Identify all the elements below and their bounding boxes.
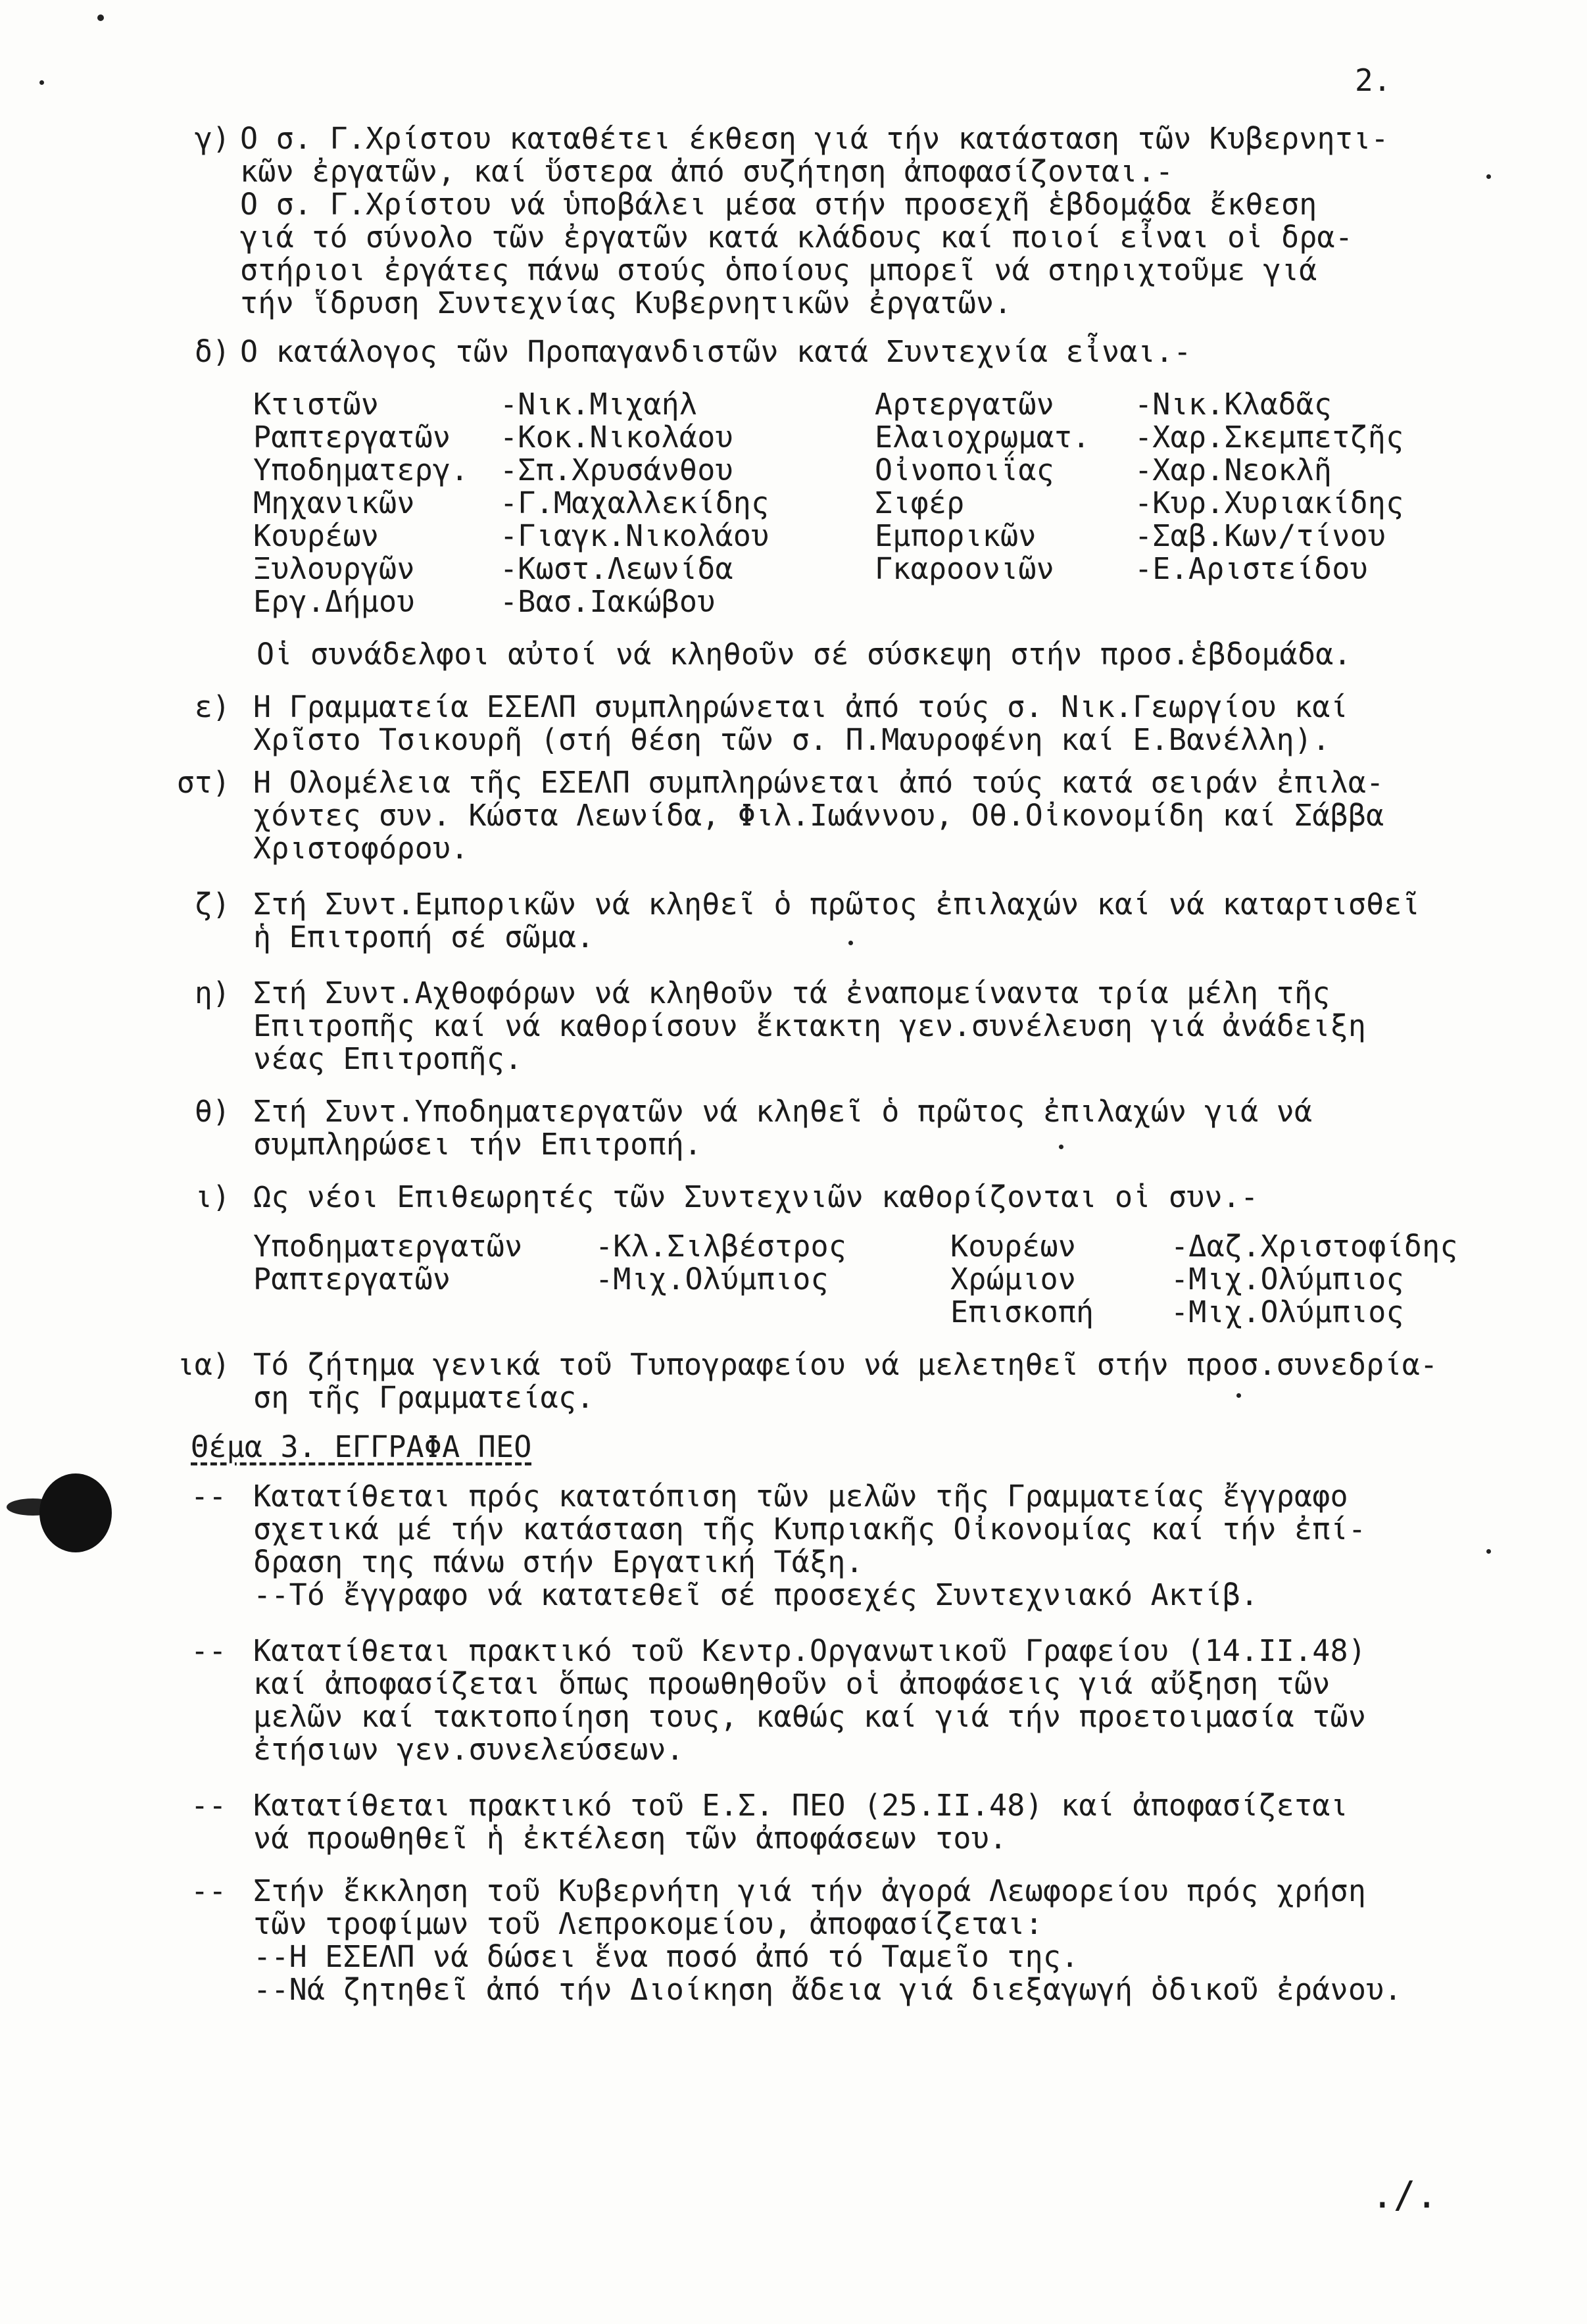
table-row-person: -Ε.Αριστείδου bbox=[1135, 551, 1368, 586]
item-g-line-6: τήν ἵδρυση Συντεχνίας Κυβερνητικῶν ἐργατῶν. bbox=[240, 285, 1012, 320]
table-row-union: Ξυλουργῶν bbox=[253, 551, 415, 586]
item-d-footer: Οἱ συνάδελφοι αὐτοί νά κληθοῦν σέ σύσκεψη στήν προσ.ἑβδομάδα. bbox=[256, 637, 1352, 672]
entry-line: ἐτήσιων γεν.συνελεύσεων. bbox=[253, 1732, 685, 1767]
table-row-union: Ελαιοχρωματ. bbox=[875, 420, 1090, 455]
entry-bullet: -- bbox=[191, 1633, 227, 1668]
entry-line: Κατατίθεται πρός κατατόπιση τῶν μελῶν τῆς Γραμματείας ἔγγραφο bbox=[253, 1479, 1348, 1514]
table-row-union: Ραπτεργατῶν bbox=[253, 420, 451, 455]
table-row-union: Οἰνοποιΐας bbox=[875, 453, 1054, 487]
entry-line: Στήν ἔκκληση τοῦ Κυβερνήτη γιά τήν ἀγορά Λεωφορείου πρός χρήση bbox=[253, 1873, 1367, 1908]
speck bbox=[97, 14, 104, 21]
item-st-line-1: Η Ολομέλεια τῆς ΕΣΕΛΠ συμπληρώνεται ἀπό τούς κατά σειράν ἐπιλα- bbox=[253, 765, 1384, 800]
item-label-st: στ) bbox=[176, 765, 230, 800]
table-row-person: -Γιαγκ.Νικολάου bbox=[500, 518, 769, 553]
table-row-union: Γκαροονιῶν bbox=[875, 551, 1054, 586]
entry-line: νά προωθηθεῖ ἡ ἐκτέλεση τῶν ἀποφάσεων του. bbox=[253, 1821, 1008, 1856]
table-row-union: Εμπορικῶν bbox=[875, 518, 1037, 553]
item-i-line-1: Στή Συντ.Αχθοφόρων νά κληθοῦν τά ἐναπομείναντα τρία μέλη τῆς bbox=[253, 976, 1331, 1010]
table-row-person: -Κοκ.Νικολάου bbox=[500, 420, 733, 455]
table-row-union: Χρώμιον bbox=[950, 1262, 1077, 1297]
entry-bullet: -- bbox=[191, 1873, 227, 1908]
table-row-person: -Σπ.Χρυσάνθου bbox=[500, 453, 733, 487]
table-row-union: Ραπτεργατῶν bbox=[253, 1262, 451, 1297]
item-g-line-5: στήριοι ἐργάτες πάνω στούς ὁποίους μπορεῖ νά στηριχτοῦμε γιά bbox=[240, 253, 1317, 287]
table-row-person: -Χαρ.Σκεμπετζῆς bbox=[1135, 420, 1404, 455]
table-row-union: Κτιστῶν bbox=[253, 387, 379, 422]
table-row-person: -Κυρ.Χυριακίδης bbox=[1135, 485, 1404, 520]
table-row-union: Υποδηματεργατῶν bbox=[253, 1229, 523, 1264]
item-label-e: ε) bbox=[194, 689, 230, 724]
item-g-line-1: Ο σ. Γ.Χρίστου καταθέτει έκθεση γιά τήν κατάσταση τῶν Κυβερνητι- bbox=[240, 121, 1389, 156]
table-row-person: -Μιχ.Ολύμπιος bbox=[1171, 1262, 1404, 1297]
item-label-i: η) bbox=[194, 976, 230, 1010]
table-row-person: -Χαρ.Νεοκλῆ bbox=[1135, 453, 1332, 487]
table-row-person: -Γ.Μαχαλλεκίδης bbox=[500, 485, 769, 520]
entry-line: δραση της πάνω στήν Εργατική Τάξη. bbox=[253, 1545, 864, 1579]
speck bbox=[1486, 174, 1491, 179]
ink-blot bbox=[39, 1473, 112, 1552]
item-label-z: ζ) bbox=[194, 887, 230, 922]
table-row-union: Υποδηματεργ. bbox=[253, 453, 469, 487]
table-row-union: Εργ.Δήμου bbox=[253, 584, 415, 619]
speck bbox=[39, 80, 44, 85]
item-e-line-1: Η Γραμματεία ΕΣΕΛΠ συμπληρώνεται ἀπό τούς σ. Νικ.Γεωργίου καί bbox=[253, 689, 1348, 724]
table-row-union: Αρτεργατῶν bbox=[875, 387, 1054, 422]
item-label-iota: ι) bbox=[194, 1179, 230, 1214]
speck bbox=[1236, 1393, 1241, 1398]
entry-line: σχετικά μέ τήν κατάσταση τῆς Κυπριακῆς Οἰκονομίας καί τήν ἐπί- bbox=[253, 1512, 1367, 1546]
item-st-line-3: Χριστοφόρου. bbox=[253, 831, 469, 866]
item-g-line-3: Ο σ. Γ.Χρίστου νά ὑποβάλει μέσα στήν προσεχῆ ἑβδομάδα ἔκθεση bbox=[240, 187, 1317, 222]
item-iota-line-1: Ως νέοι Επιθεωρητές τῶν Συντεχνιῶν καθορίζονται οἱ συν.- bbox=[253, 1179, 1259, 1214]
table-row-union: Κουρέων bbox=[950, 1229, 1077, 1264]
page-number: 2. bbox=[1355, 62, 1392, 98]
table-row-person: -Σαβ.Κων/τίνου bbox=[1135, 518, 1386, 553]
entry-line: --Νά ζητηθεῖ ἀπό τήν Διοίκηση ἄδεια γιά διεξαγωγή ὁδικοῦ ἐράνου. bbox=[253, 1972, 1402, 2007]
entry-bullet: -- bbox=[191, 1788, 227, 1823]
item-label-d: δ) bbox=[194, 334, 230, 369]
item-label-th: θ) bbox=[194, 1094, 230, 1129]
entry-line: καί ἀποφασίζεται ὅπως προωθηθοῦν οἱ ἀποφάσεις γιά αὔξηση τῶν bbox=[253, 1666, 1331, 1701]
item-label-g: γ) bbox=[194, 121, 230, 156]
speck bbox=[1059, 1145, 1063, 1149]
table-row-union: Κουρέων bbox=[253, 518, 379, 553]
table-row-person: -Μιχ.Ολύμπιος bbox=[1171, 1295, 1404, 1329]
item-ia-line-1: Τό ζήτημα γενικά τοῦ Τυπογραφείου νά μελετηθεῖ στήν προσ.συνεδρία- bbox=[253, 1347, 1438, 1382]
table-row-union: Σιφέρ bbox=[875, 485, 965, 520]
item-z-line-1: Στή Συντ.Εμπορικῶν νά κληθεῖ ὁ πρῶτος ἐπιλαχών καί νά καταρτισθεῖ bbox=[253, 887, 1420, 922]
item-ia-line-2: ση τῆς Γραμματείας. bbox=[253, 1380, 595, 1415]
table-row-person: -Κλ.Σιλβέστρος bbox=[595, 1229, 847, 1264]
table-row-union: Επισκοπή bbox=[950, 1295, 1094, 1329]
table-row-union: Μηχανικῶν bbox=[253, 485, 415, 520]
item-g-line-4: γιά τό σύνολο τῶν ἐργατῶν κατά κλάδους καί ποιοί εἶναι οἱ δρα- bbox=[240, 220, 1354, 255]
entry-line: --Η ΕΣΕΛΠ νά δώσει ἕνα ποσό ἀπό τό Ταμεῖο της. bbox=[253, 1939, 1079, 1974]
table-row-person: -Βασ.Ιακώβου bbox=[500, 584, 716, 619]
item-e-line-2: Χρῖστο Τσικουρῆ (στή θέση τῶν σ. Π.Μαυροφένη καί Ε.Βανέλλη). bbox=[253, 722, 1331, 757]
entry-line: --Τό ἔγγραφο νά κατατεθεῖ σέ προσεχές Συντεχνιακό Ακτίβ. bbox=[253, 1577, 1259, 1612]
item-z-line-2: ἡ Επιτροπή σέ σῶμα. bbox=[253, 920, 595, 954]
speck bbox=[1486, 1549, 1491, 1554]
item-i-line-2: Επιτροπῆς καί νά καθορίσουν ἔκτακτη γεν.συνέλευση γιά ἀνάδειξη bbox=[253, 1008, 1367, 1043]
table-row-person: -Κωστ.Λεωνίδα bbox=[500, 551, 733, 586]
item-th-line-2: συμπληρώσει τήν Επιτροπή. bbox=[253, 1127, 702, 1162]
entry-line: τῶν τροφίμων τοῦ Λεπροκομείου, ἀποφασίζεται: bbox=[253, 1906, 1043, 1941]
item-d-line-1: Ο κατάλογος τῶν Προπαγανδιστῶν κατά Συντεχνία εἶναι.- bbox=[240, 334, 1192, 369]
entry-line: Κατατίθεται πρακτικό τοῦ Κεντρ.Οργανωτικοῦ Γραφείου (14.ΙΙ.48) bbox=[253, 1633, 1367, 1668]
speck bbox=[848, 941, 853, 945]
entry-bullet: -- bbox=[191, 1479, 227, 1514]
entry-line: Κατατίθεται πρακτικό τοῦ Ε.Σ. ΠΕΟ (25.ΙΙ.48) καί ἀποφασίζεται bbox=[253, 1788, 1348, 1823]
theme3-heading: Θέμα 3. ΕΓΓΡΑΦΑ ΠΕΟ bbox=[191, 1429, 532, 1464]
item-st-line-2: χόντες συν. Κώστα Λεωνίδα, Φιλ.Ιωάννου, Οθ.Οἰκονομίδη καί Σάββα bbox=[253, 798, 1384, 833]
item-i-line-3: νέας Επιτροπῆς. bbox=[253, 1041, 523, 1076]
item-g-line-2: κῶν ἐργατῶν, καί ὕστερα ἀπό συζήτηση ἀποφασίζονται.- bbox=[240, 154, 1174, 189]
table-row-person: -Μιχ.Ολύμπιος bbox=[595, 1262, 829, 1297]
end-mark: ./. bbox=[1371, 2174, 1438, 2217]
entry-line: μελῶν καί τακτοποίηση τους, καθώς καί γιά τήν προετοιμασία τῶν bbox=[253, 1699, 1367, 1734]
table-row-person: -Δαζ.Χριστοφίδης bbox=[1171, 1229, 1458, 1264]
table-row-person: -Νικ.Μιχαήλ bbox=[500, 387, 698, 422]
item-label-ia: ια) bbox=[176, 1347, 230, 1382]
table-row-person: -Νικ.Κλαδᾶς bbox=[1135, 387, 1332, 422]
item-th-line-1: Στή Συντ.Υποδηματεργατῶν νά κληθεῖ ὁ πρῶτος ἐπιλαχών γιά νά bbox=[253, 1094, 1313, 1129]
